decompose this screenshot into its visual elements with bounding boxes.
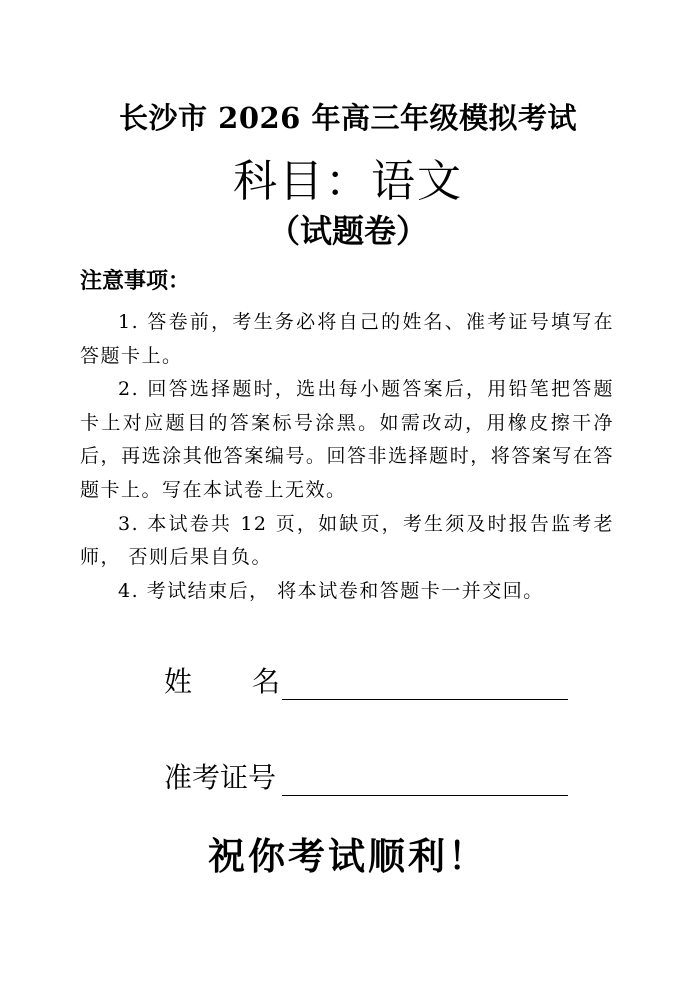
name-label-char-2: 名	[251, 665, 280, 698]
name-label-char-1: 姓	[164, 665, 193, 698]
instruction-item-2: 2. 回答选择题时，选出每小题答案后，用铅笔把答题卡上对应题目的答案标号涂黑。如需改动，用橡皮擦干净后，再选涂其他答案编号。回答非选择题时，将答案写在答题卡上。写在本试卷上无效。	[80, 378, 614, 501]
name-blank-line[interactable]	[282, 673, 568, 700]
instruction-item-3: 3. 本试卷共 12 页，如缺页，考生须及时报告监考老师， 否则后果自负。	[80, 512, 614, 569]
instructions-list	[80, 306, 614, 608]
instruction-item-1: 1. 答卷前，考生务必将自己的姓名、准考证号填写在答题卡上。	[80, 311, 614, 367]
instruction-item-4: 4. 考试结束后， 将本试卷和答题卡一并交回。	[118, 579, 544, 602]
exam-id-label: 准考证号	[164, 761, 277, 794]
paper-type-label: （试题卷）	[267, 212, 428, 250]
exam-id-blank-line[interactable]	[282, 769, 568, 796]
exam-id-field	[164, 756, 568, 796]
good-luck-message: 祝你考试顺利！	[208, 834, 488, 878]
name-label	[164, 660, 280, 700]
name-field	[164, 660, 568, 700]
exam-title: 长沙市 2026 年高三年级模拟考试	[119, 101, 577, 135]
notice-heading: 注意事项：	[80, 268, 191, 294]
subject-title: 科目：语文	[233, 156, 463, 207]
